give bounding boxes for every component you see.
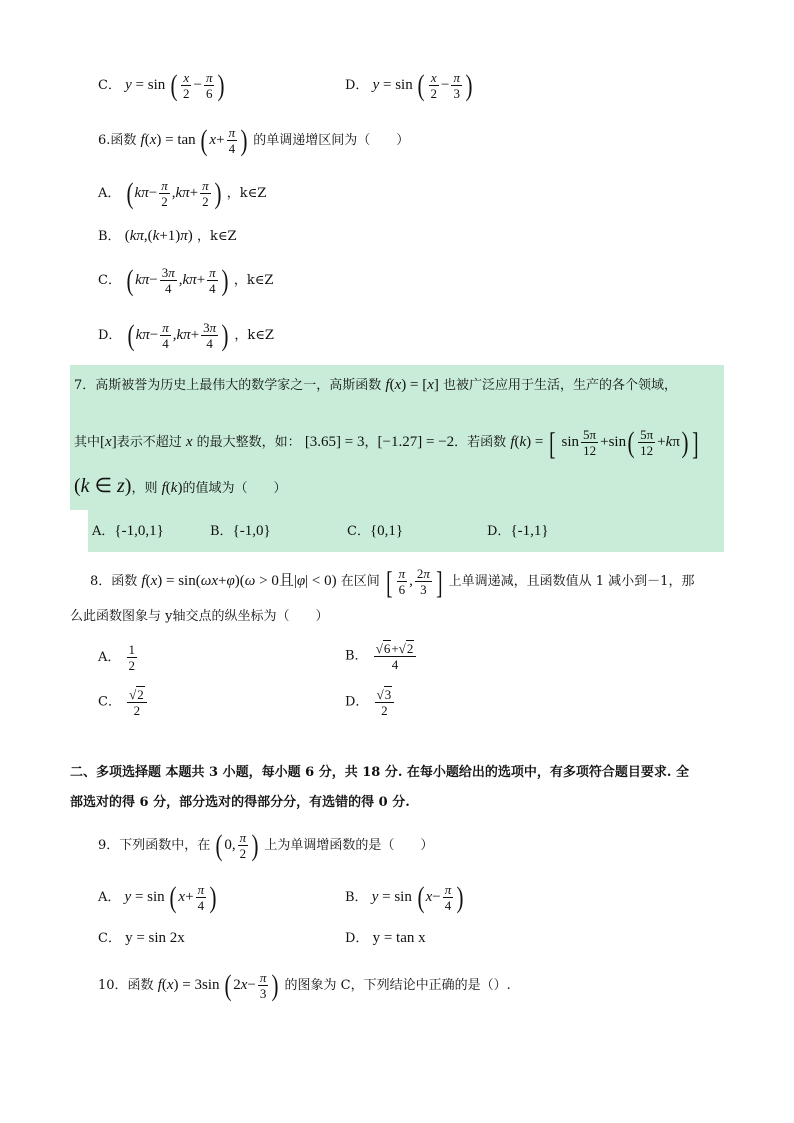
section2-line2: 部选对的得 6 分，部分选对的得部分分，有选错的得 0 分. (70, 795, 410, 810)
q9-option-c: C． y = sin 2x (98, 930, 185, 946)
q8-line2: 么此函数图象与 y轴交点的纵坐标为（ ） (70, 609, 329, 624)
q9-option-b: B． y = sin ( x− $\frac{\pi}{4}$ ) (345, 880, 464, 914)
q7-option-b: B．{-1,0} (210, 523, 271, 539)
q10-stem: 10．函数 f(x) = 3sin ( 2x− $\frac{\pi}{3}$ ) 的图象为 C，下列结论中正确的是（）. (98, 968, 511, 1002)
q7-option-d: D．{-1,1} (487, 523, 549, 539)
q7-options-highlight (88, 510, 724, 552)
q6-option-a: A． ( kπ− $\frac{\pi}{2}$ ,kπ+ $\frac{\pi}{2}$ ) ，k∈Z (98, 176, 267, 210)
q8-option-a: A． $\frac{1}{2}$ (98, 642, 136, 673)
q6-option-c: C． ( kπ− $\frac{3\pi}{4}$ ,kπ+ $\frac{\pi}{4}$ ) ，k∈Z (98, 263, 274, 297)
q8-option-c: C． $\frac{√2}{2}$ (98, 686, 149, 718)
q9-option-d: D． y = tan x (345, 930, 426, 946)
q8-stem: 8．函数 f(x) = sin(ωx+φ)(ω > 0且|φ| < 0) 在区间 [ $\frac{\pi}{6}$ , $\frac{2\pi}{3}$ ] 上单调递减，且函数值从 1 减小到－1，那 (90, 563, 695, 600)
q8-option-d: D． $\frac{√3}{2}$ (345, 686, 396, 718)
q7-line2: 其中[x]表示不超过 x 的最大整数，如： [3.65] = 3，[−1.27] = −2．若函数 f(k) = [ sin $\frac{5\pi}{12}$ +sin( $\frac{5\pi}{12}$ +kπ) ] (74, 424, 699, 461)
q9-option-a: A． y = sin ( x+ $\frac{\pi}{4}$ ) (98, 880, 217, 914)
section2-line1: 二、多项选择题 本题共 3 小题，每小题 6 分，共 18 分. 在每小题给出的选项中，有多项符合题目要求. 全 (70, 765, 689, 780)
q6-option-d: D． ( kπ− $\frac{\pi}{4}$ ,kπ+ $\frac{3\pi}{4}$ ) ，k∈Z (98, 318, 274, 352)
q5-option-c: C． y = sin ( $\frac{x}{2}$ − $\frac{\pi}{6}$ ) (98, 68, 225, 102)
q7-line3: (k ∈ z)，则 f(k)的值域为（ ） (74, 475, 287, 497)
q6-stem: 6.函数 f(x) = tan ( x+ $\frac{\pi}{4}$ ) 的单调递增区间为（ ） (98, 123, 410, 157)
q8-option-b: B． $\frac{√6+√2}{4}$ (345, 640, 418, 672)
q6-option-b: B． (kπ,(k+1)π) ，k∈Z (98, 228, 237, 244)
q7-option-c: C．{0,1} (347, 523, 404, 539)
q7-line1: 7．高斯被誉为历史上最伟大的数学家之一，高斯函数 f(x) = [x] 也被广泛应用于生活，生产的各个领域， (74, 377, 678, 393)
q9-stem: 9．下列函数中，在 ( 0, $\frac{\pi}{2}$ ) 上为单调增函数的是（ ） (98, 828, 434, 862)
q7-option-a: A．{-1,0,1} (92, 523, 164, 539)
q5-option-d: D． y = sin ( $\frac{x}{2}$ − $\frac{\pi}{3}$ ) (345, 68, 473, 102)
